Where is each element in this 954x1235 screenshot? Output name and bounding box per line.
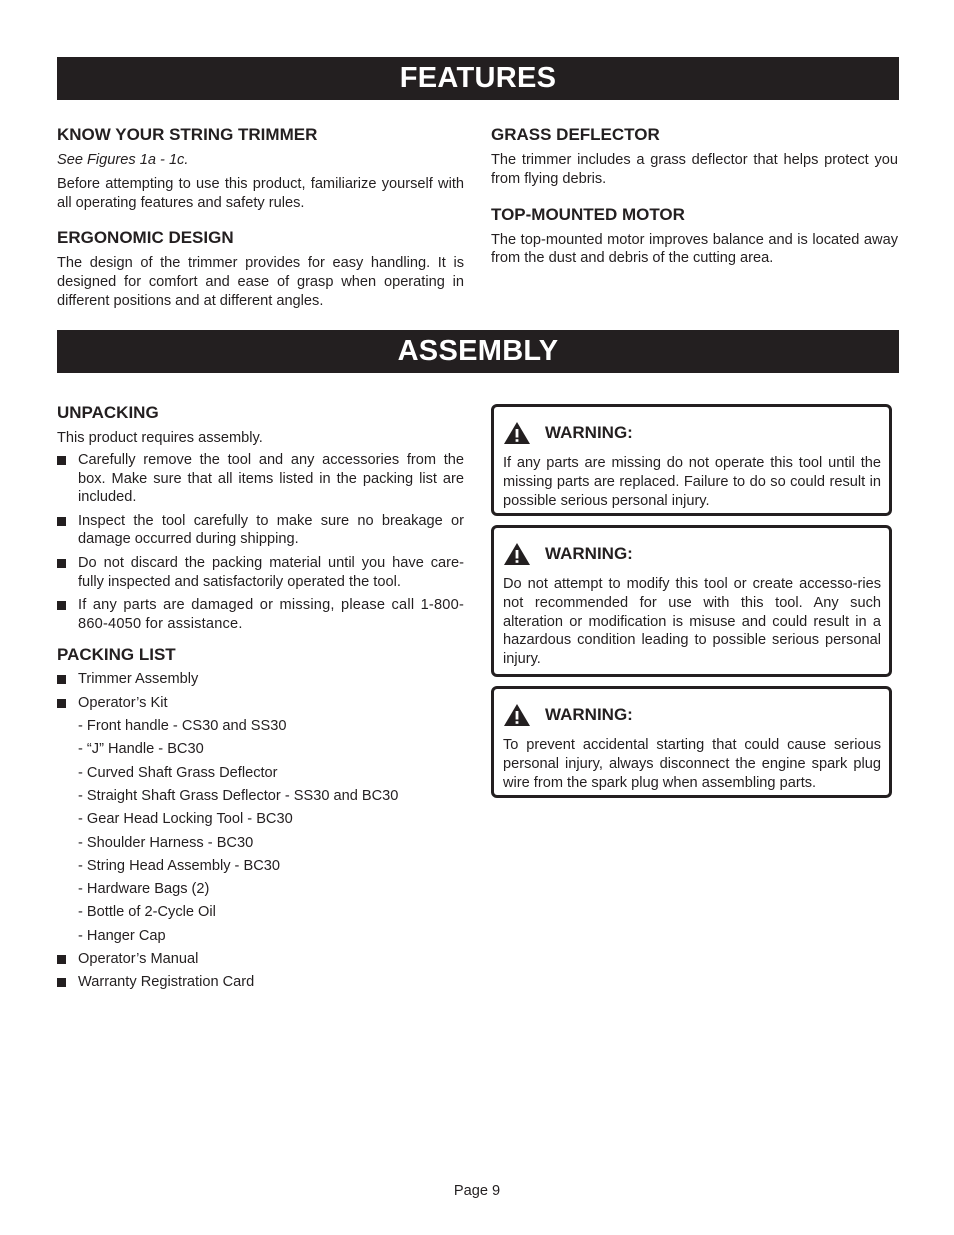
assembly-banner: ASSEMBLY — [57, 330, 899, 373]
warning-text: To prevent accidental starting that could cause serious personal injury, always disconnect the engine spark plug wire from the spark plug when assembling parts. — [503, 737, 881, 791]
ergonomic-design-text: The design of the trimmer provides for easy handling. It is designed for comfort and ease of grasp when operating in different positions and at different angles. — [57, 255, 464, 309]
list-item: - Front handle - CS30 and SS30 — [78, 718, 287, 735]
warning-box-missing-parts — [491, 404, 892, 516]
list-item: - Bottle of 2-Cycle Oil — [78, 904, 216, 921]
operators-kit-list — [57, 717, 464, 945]
list-item: - String Head Assembly - BC30 — [78, 857, 280, 874]
ergonomic-design-heading: ERGONOMIC DESIGN — [57, 228, 234, 248]
bullet-square-icon — [57, 699, 66, 708]
assembly-left-column — [57, 403, 464, 1008]
warning-text: Do not attempt to modify this tool or create accesso-ries not recommended for use with this tool. Any such alteration or modification is misuse and could result in a hazardous condition leading to possible serious personal injury. — [503, 576, 881, 668]
list-item: - Curved Shaft Grass Deflector — [78, 764, 278, 781]
warning-box-spark-plug — [491, 686, 892, 798]
top-mounted-motor-text: The top-mounted motor improves balance and is located away from the dust and debris of the cutting area. — [491, 231, 898, 267]
unpacking-list — [57, 451, 464, 634]
figure-reference: See Figures 1a - 1c. — [57, 152, 189, 168]
warning-box-modify — [491, 525, 892, 677]
packing-list-bottom — [57, 950, 464, 992]
warning-label: WARNING: — [545, 544, 633, 563]
features-right-column — [491, 125, 898, 284]
bullet-square-icon — [57, 955, 66, 964]
know-your-trimmer-heading: KNOW YOUR STRING TRIMMER — [57, 125, 318, 144]
list-item: Trimmer Assembly — [57, 670, 464, 689]
list-item: Carefully remove the tool and any accessories from the box. Make sure that all items listed in the packing list are included. — [57, 451, 464, 507]
unpacking-heading: UNPACKING — [57, 403, 159, 422]
unpacking-intro: This product requires assembly. — [57, 430, 263, 446]
top-mounted-motor-heading: TOP-MOUNTED MOTOR — [491, 204, 685, 224]
list-item: - Straight Shaft Grass Deflector - SS30 and BC30 — [78, 787, 399, 804]
warning-triangle-icon — [503, 703, 531, 727]
list-item: - Hanger Cap — [78, 927, 166, 944]
features-left-column — [57, 125, 464, 327]
bullet-square-icon — [57, 517, 66, 526]
list-item: Operator’s Manual — [57, 950, 464, 969]
bullet-square-icon — [57, 601, 66, 610]
list-item: Warranty Registration Card — [57, 973, 464, 992]
bullet-square-icon — [57, 456, 66, 465]
list-item: Do not discard the packing material until you have care-fully inspected and satisfactorily operated the tool. — [57, 554, 464, 592]
warning-label: WARNING: — [545, 705, 633, 724]
bullet-square-icon — [57, 675, 66, 684]
packing-list-heading: PACKING LIST — [57, 645, 176, 665]
bullet-square-icon — [57, 978, 66, 987]
list-item: - Shoulder Harness - BC30 — [78, 834, 254, 851]
bullet-square-icon — [57, 559, 66, 568]
grass-deflector-heading: GRASS DEFLECTOR — [491, 125, 660, 144]
list-item: Operator’s Kit — [57, 694, 464, 713]
grass-deflector-text: The trimmer includes a grass deflector that helps protect you from flying debris. — [491, 152, 898, 187]
warning-triangle-icon — [503, 542, 531, 566]
list-item: - Gear Head Locking Tool - BC30 — [78, 811, 293, 828]
list-item: - “J” Handle - BC30 — [78, 741, 204, 758]
list-item: Inspect the tool carefully to make sure no breakage or damage occurred during shipping. — [57, 512, 464, 550]
page-number: Page 9 — [453, 1183, 501, 1199]
warning-text: If any parts are missing do not operate this tool until the missing parts are replaced. Failure to do so could result in possible serious personal injury. — [503, 455, 881, 509]
warning-triangle-icon — [503, 421, 531, 445]
list-item: If any parts are damaged or missing, please call 1-800-860-4050 for assistance. — [57, 596, 464, 634]
warning-label: WARNING: — [545, 423, 633, 442]
packing-list — [57, 670, 464, 712]
know-your-trimmer-text: Before attempting to use this product, familiarize yourself with all operating features and safety rules. — [57, 175, 464, 211]
list-item: - Hardware Bags (2) — [78, 881, 210, 898]
features-banner: FEATURES — [57, 57, 899, 100]
